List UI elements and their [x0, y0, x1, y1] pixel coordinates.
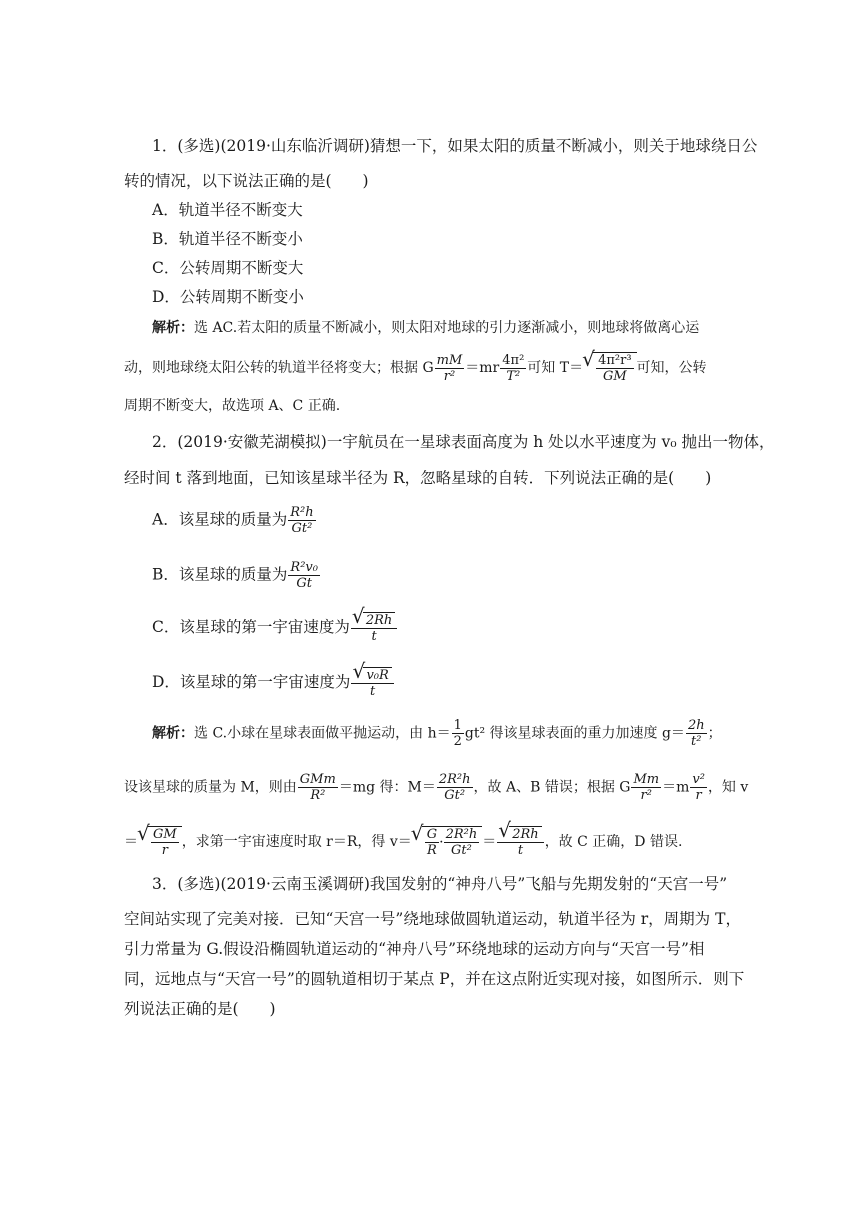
q2-option-c: C．该星球的第一宇宙速度为 √ $\frac{2Rh}{t}$	[152, 612, 398, 644]
formula-2h-over-t2: $\frac{2h}{\text{t²}}$	[687, 718, 705, 749]
analysis-label: 解析：	[152, 320, 194, 336]
formula-R2h-over-Gt2: $\frac{\text{R²h}}{\text{Gt²}}$	[290, 505, 314, 536]
formula-Mm-over-r2: $\frac{Mm}{\text{r²}}$	[633, 772, 660, 803]
q1-option-d: D．公转周期不断变小	[152, 288, 304, 306]
formula-sqrt-period: √ $\frac{\text{4π²r³}}{GM}$	[593, 352, 636, 384]
q2-stem-line1: 2．(2019·安徽芜湖模拟)一宇航员在一星球表面高度为 h 处以水平速度为 v₀ 抛出一物体，	[152, 433, 775, 451]
formula-sqrt2Rh-over-t-result: √ $\frac{2Rh}{t}$	[497, 826, 543, 858]
q1-analysis-line1: 解析：选 AC.若太阳的质量不断减小，则太阳对地球的引力逐渐减小，则地球将做离心运	[152, 320, 700, 336]
formula-one-half: $\frac{1}{2}$	[453, 718, 462, 749]
q2-stem-line2: 经时间 t 落到地面，已知该星球半径为 R，忽略星球的自转．下列说法正确的是( )	[124, 469, 712, 487]
formula-GMm-over-R2: $\frac{\text{GMm}}{\text{R²}}$	[299, 772, 336, 803]
formula-R2v0-over-Gt: $\frac{\text{R²v₀}}{Gt}$	[290, 560, 318, 591]
formula-4pi2-over-T2: $\frac{\text{4π²}}{\text{T²}}$	[502, 352, 525, 384]
formula-sqrt-GM-over-r: √ $\frac{GM}{r}$	[148, 826, 182, 858]
q3-stem-line1: 3．(多选)(2019·云南玉溪调研)我国发射的“神舟八号”飞船与先期发射的“天宫一号”	[152, 875, 728, 893]
q1-stem-line2: 转的情况，以下说法正确的是( )	[124, 172, 369, 190]
analysis-label: 解析：	[152, 725, 194, 742]
formula-2R2h-over-Gt2: $\frac{\text{2R²h}}{\text{Gt²}}$	[438, 772, 471, 803]
q2-analysis-line1: 解析：选 C.小球在星球表面做平抛运动，由 h＝ $\frac{1}{2}$ gt² 得该星球表面的重力加速度 g＝ $\frac{2h}{\text{t²}}$ ；	[152, 718, 722, 749]
q2-analysis-line2: 设该星球的质量为 M，则由 $\frac{\text{GMm}}{\text{R²}}$ ＝mg 得：M＝ $\frac{\text{2R²h}}{\text{Gt²}}$ ，故 A、B 错误；根据 G $\frac{Mm}{\text{r²}}$ ＝m $\frac{\text{v²}}{r}$ ，知 v	[124, 772, 749, 803]
q3-stem-line2: 空间站实现了完美对接．已知“天宫一号”绕地球做圆轨道运动，轨道半径为 r，周期为 T，	[124, 910, 741, 928]
q1-analysis-line3: 周期不断变大，故选项 A、C 正确.	[124, 398, 341, 414]
formula-sqrt-G-over-R-times: √ $\frac{G}{R}$ · $\frac{\text{2R²h}}{\text{Gt²}}$	[422, 826, 483, 858]
q2-option-d: D．该星球的第一宇宙速度为 √ $\frac{\text{v₀R}}{t}$	[152, 667, 395, 699]
q3-stem-line5: 列说法正确的是( )	[124, 1000, 276, 1018]
q1-option-b: B．轨道半径不断变小	[152, 230, 303, 248]
q1-stem-line1: 1．(多选)(2019·山东临沂调研)猜想一下，如果太阳的质量不断减小，则关于地球绕日公	[152, 137, 758, 155]
q1-option-c: C．公转周期不断变大	[152, 259, 304, 277]
q2-option-b: B．该星球的质量为 $\frac{\text{R²v₀}}{Gt}$	[152, 560, 318, 591]
formula-sqrt2Rh-over-t: √ $\frac{2Rh}{t}$	[351, 612, 397, 644]
formula-v2-over-r: $\frac{\text{v²}}{r}$	[692, 772, 705, 803]
q3-stem-line4: 同，远地点与“天宫一号”的圆轨道相切于某点 P，并在这点附近实现对接，如图所示．则下	[124, 970, 745, 988]
q1-analysis-line2: 动，则地球绕太阳公转的轨道半径将变大；根据 G $\frac{mM}{\text{r²}}$ ＝mr $\frac{\text{4π²}}{\text{T²}}$ 可知 T＝ √ $\frac{\text{4π²r³}}{GM}$ 可知，公转	[124, 352, 707, 384]
q3-stem-line3: 引力常量为 G.假设沿椭圆轨道运动的“神舟八号”环绕地球的运动方向与“天宫一号”相	[124, 940, 705, 958]
q1-option-a: A．轨道半径不断变大	[152, 201, 303, 219]
q2-option-a: A．该星球的质量为 $\frac{\text{R²h}}{\text{Gt²}}$	[152, 505, 314, 536]
q2-analysis-line3: ＝ √ $\frac{GM}{r}$ ，求第一宇宙速度时取 r＝R，得 v＝ √ $\frac{G}{R}$ · $\frac{\text{2R²h}}{\text{Gt²}}$ ＝ √ $\frac{2Rh}{t}$ ，故 C 正确，D 错误.	[124, 826, 682, 858]
formula-sqrtv0R-over-t: √ $\frac{\text{v₀R}}{t}$	[351, 667, 393, 699]
formula-mM-over-r2: $\frac{mM}{\text{r²}}$	[436, 352, 463, 384]
